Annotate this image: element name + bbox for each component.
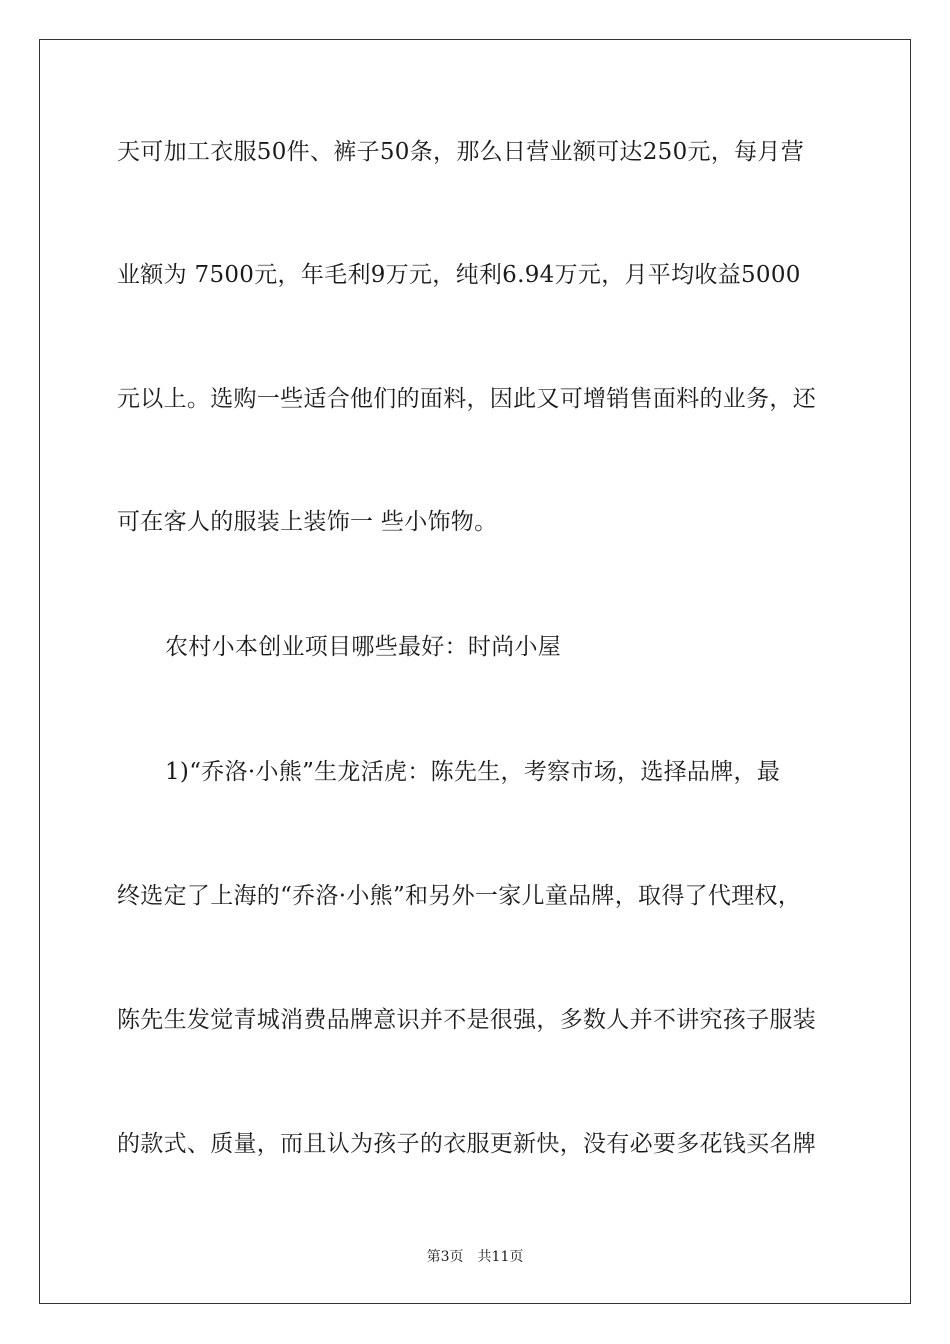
paragraph-line: 可在客人的服装上装饰一 些小饰物。 (117, 509, 498, 535)
page-number: 第3页 (426, 1249, 464, 1265)
section-heading: 农村小本创业项目哪些最好：时尚小屋 (165, 634, 562, 660)
paragraph-line: 业额为 7500元，年毛利9万元，纯利6.94万元，月平均收益5000 (117, 262, 801, 288)
paragraph-line: 元以上。选购一些适合他们的面料，因此又可增销售面料的业务，还 (117, 386, 816, 412)
paragraph-line: 陈先生发觉青城消费品牌意识并不是很强，多数人并不讲究孩子服装 (117, 1007, 816, 1033)
paragraph-line: 天可加工衣服50件、裤子50条，那么日营业额可达250元，每月营 (117, 139, 805, 165)
paragraph-line: 1)“乔洛·小熊”生龙活虎：陈先生，考察市场，选择品牌，最 (165, 759, 781, 785)
page-total: 共11页 (477, 1249, 524, 1265)
paragraph-line: 的款式、质量，而且认为孩子的衣服更新快，没有必要多花钱买名牌 (117, 1131, 816, 1157)
paragraph-line: 终选定了上海的“乔洛·小熊”和另外一家儿童品牌，取得了代理权， (117, 883, 802, 909)
page-border (39, 39, 911, 1304)
page-footer (0, 1248, 950, 1266)
